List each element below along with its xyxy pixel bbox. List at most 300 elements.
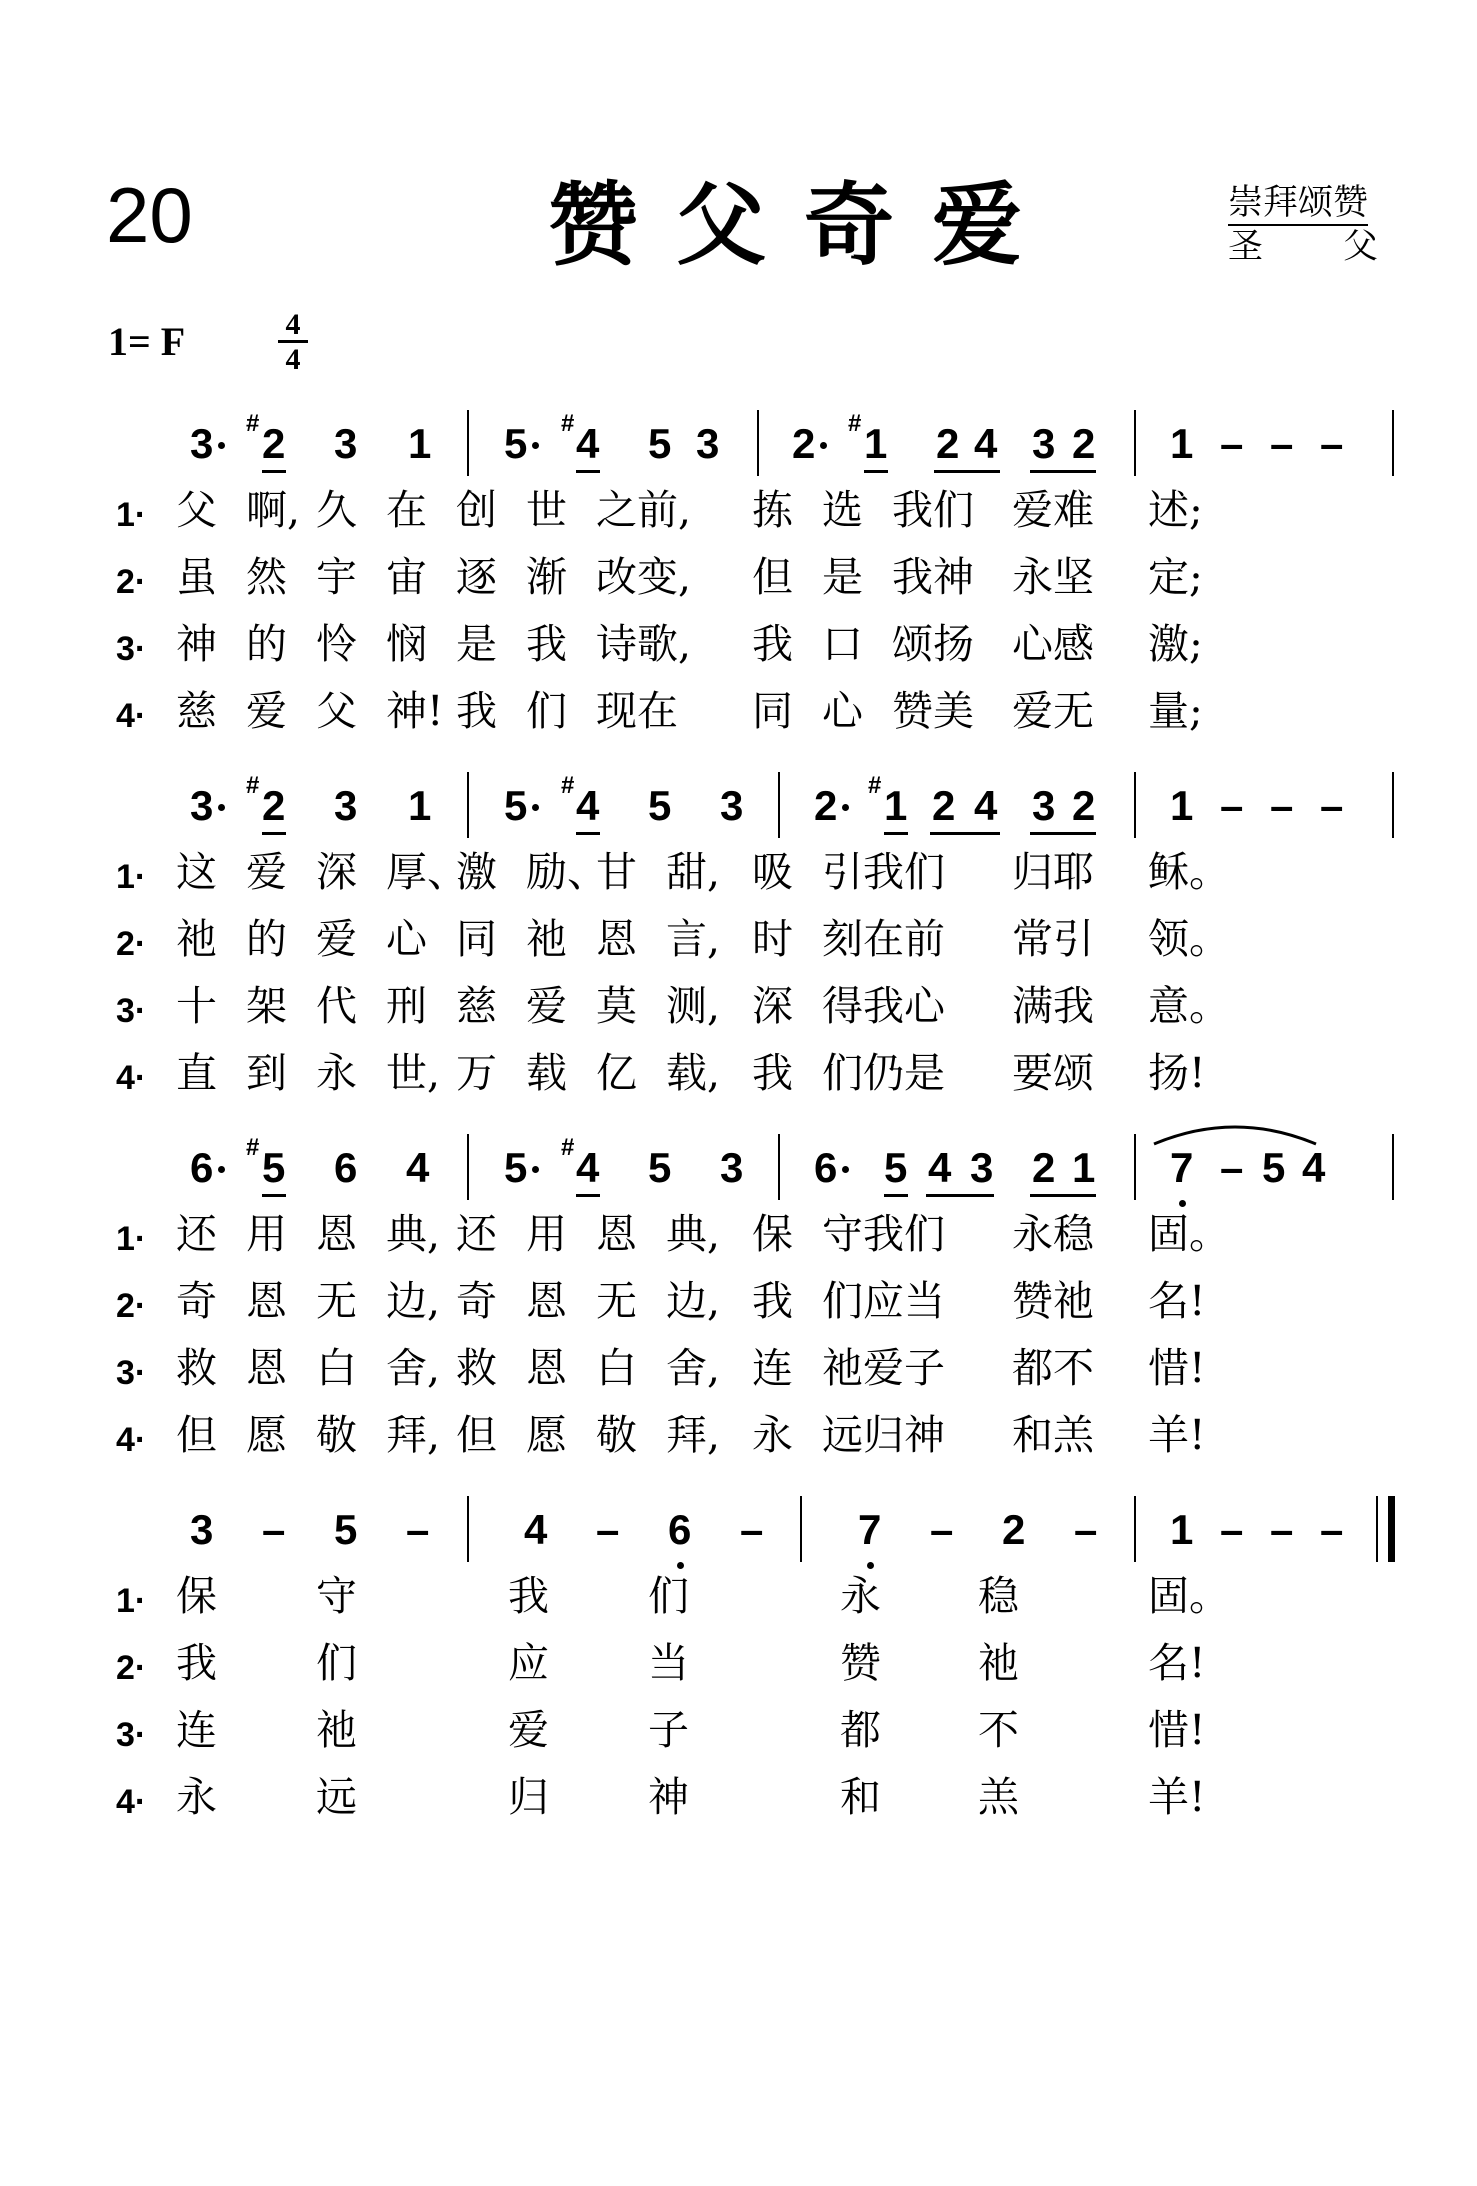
lyric-syllable: 述; xyxy=(1148,486,1203,534)
lyrics-block-1 xyxy=(0,484,1477,752)
lyric-syllable: 愿 xyxy=(246,1411,287,1459)
verse-number: 2· xyxy=(116,1649,147,1687)
verse-line xyxy=(0,1342,1477,1409)
barline xyxy=(1392,410,1394,476)
barline xyxy=(467,1134,469,1200)
lyric-syllable: 量; xyxy=(1148,687,1203,735)
dash: – xyxy=(930,1506,954,1553)
dash: – xyxy=(740,1506,764,1553)
sharp-sign: # xyxy=(868,772,882,799)
notes-row-2 xyxy=(0,772,1477,842)
note: 7 xyxy=(858,1506,882,1553)
lyric-syllable: 固。 xyxy=(1148,1572,1230,1620)
lyric-syllable: 深 xyxy=(752,982,793,1030)
lyric-syllable: 祂 xyxy=(316,1706,357,1754)
lyrics-block-2 xyxy=(0,846,1477,1114)
underline xyxy=(930,832,1000,835)
lyric-syllable: 的 xyxy=(246,915,287,963)
lyric-syllable: 吸 xyxy=(752,848,793,896)
note: 3 xyxy=(190,420,214,467)
barline xyxy=(1392,772,1394,838)
lyric-syllable: 稳 xyxy=(978,1572,1019,1620)
lyric-syllable: 祂 xyxy=(978,1639,1019,1687)
barline xyxy=(467,1496,469,1562)
augmentation-dot xyxy=(218,804,225,811)
verse-number: 2· xyxy=(116,563,147,601)
lyric-syllable: 但 xyxy=(176,1411,217,1459)
notes-row-3 xyxy=(0,1134,1477,1204)
verse-line xyxy=(0,685,1477,752)
barline xyxy=(467,410,469,476)
note: 1 xyxy=(408,782,432,829)
note: 1 xyxy=(408,420,432,467)
lyric-syllable: 奇 xyxy=(456,1277,497,1325)
lyric-syllable: 在 xyxy=(386,486,427,534)
lyric-syllable: 逐 xyxy=(456,553,497,601)
lyric-syllable: 但 xyxy=(456,1411,497,1459)
barline xyxy=(1134,772,1136,838)
final-barline-thick xyxy=(1388,1496,1395,1562)
lyric-syllable: 都不 xyxy=(1012,1344,1094,1392)
verse-line xyxy=(0,980,1477,1047)
lyric-syllable: 诗歌, xyxy=(596,620,692,668)
note: 2 xyxy=(1072,782,1096,829)
lyric-syllable: 和羔 xyxy=(1012,1411,1094,1459)
dash: – xyxy=(1270,1506,1294,1553)
note: 5 xyxy=(1262,1144,1286,1191)
lyric-syllable: 口 xyxy=(822,620,863,668)
lyric-syllable: 言, xyxy=(666,915,721,963)
note: 3 xyxy=(1032,420,1056,467)
note: 1 xyxy=(884,782,908,829)
lyric-syllable: 祂爱子 xyxy=(822,1344,945,1392)
lyric-syllable: 永 xyxy=(316,1049,357,1097)
lyric-syllable: 还 xyxy=(176,1210,217,1258)
lyric-syllable: 恩 xyxy=(526,1277,567,1325)
lyric-syllable: 深 xyxy=(316,848,357,896)
lyric-syllable: 敬 xyxy=(596,1411,637,1459)
note: 5 xyxy=(648,420,672,467)
lyric-syllable: 我 xyxy=(752,620,793,668)
low-octave-dot xyxy=(677,1562,684,1569)
lyric-syllable: 们仍是 xyxy=(822,1049,945,1097)
dash: – xyxy=(1270,782,1294,829)
lyric-syllable: 祂 xyxy=(526,915,567,963)
lyric-syllable: 子 xyxy=(648,1706,689,1754)
lyric-syllable: 父 xyxy=(176,486,217,534)
lyric-syllable: 爱 xyxy=(526,982,567,1030)
lyric-syllable: 选 xyxy=(822,486,863,534)
lyrics-block-3 xyxy=(0,1208,1477,1476)
lyric-syllable: 悯 xyxy=(386,620,427,668)
lyric-syllable: 爱难 xyxy=(1012,486,1094,534)
lyric-syllable: 惜! xyxy=(1148,1706,1206,1754)
lyric-syllable: 甘 xyxy=(596,848,637,896)
note: 4 xyxy=(928,1144,952,1191)
lyric-syllable: 稣。 xyxy=(1148,848,1230,896)
lyric-syllable: 架 xyxy=(246,982,287,1030)
underline xyxy=(576,470,600,473)
lyric-syllable: 万 xyxy=(456,1049,497,1097)
note: 2 xyxy=(1072,420,1096,467)
verse-line xyxy=(0,1275,1477,1342)
lyric-syllable: 永 xyxy=(840,1572,881,1620)
lyric-syllable: 我 xyxy=(456,687,497,735)
note: 3 xyxy=(190,1506,214,1553)
lyric-syllable: 用 xyxy=(526,1210,567,1258)
lyric-syllable: 心 xyxy=(386,915,427,963)
lyric-syllable: 心 xyxy=(822,687,863,735)
note: 3 xyxy=(696,420,720,467)
lyric-syllable: 恩 xyxy=(596,915,637,963)
lyric-syllable: 祂 xyxy=(176,915,217,963)
lyric-syllable: 现在 xyxy=(596,687,678,735)
final-barline-thin xyxy=(1376,1496,1378,1562)
note: 2 xyxy=(262,782,286,829)
barline xyxy=(1134,410,1136,476)
lyric-syllable: 爱无 xyxy=(1012,687,1094,735)
hymn-title: 赞父奇爱 xyxy=(548,172,1060,278)
lyric-syllable: 测, xyxy=(666,982,721,1030)
hymn-category: 崇拜颂赞 xyxy=(1228,186,1368,226)
lyric-syllable: 满我 xyxy=(1012,982,1094,1030)
note: 5 xyxy=(648,1144,672,1191)
note: 2 xyxy=(262,420,286,467)
lyric-syllable: 羔 xyxy=(978,1773,1019,1821)
note: 6 xyxy=(334,1144,358,1191)
notes-row-4 xyxy=(0,1496,1477,1566)
verse-number: 3· xyxy=(116,630,147,668)
note: 1 xyxy=(1072,1144,1096,1191)
verse-line xyxy=(0,913,1477,980)
lyric-syllable: 我神 xyxy=(892,553,974,601)
lyric-syllable: 边, xyxy=(666,1277,721,1325)
note: 3 xyxy=(720,782,744,829)
lyric-syllable: 恩 xyxy=(526,1344,567,1392)
note: 3 xyxy=(334,782,358,829)
lyric-syllable: 颂扬 xyxy=(892,620,974,668)
lyric-syllable: 厚、 xyxy=(386,848,468,896)
lyric-syllable: 恩 xyxy=(316,1210,357,1258)
lyric-syllable: 边, xyxy=(386,1277,441,1325)
note: 1 xyxy=(1170,1506,1194,1553)
lyric-syllable: 爱 xyxy=(246,687,287,735)
lyric-syllable: 愿 xyxy=(526,1411,567,1459)
lyric-syllable: 白 xyxy=(316,1344,357,1392)
lyric-syllable: 励、 xyxy=(526,848,608,896)
lyric-syllable: 我 xyxy=(752,1049,793,1097)
verse-number: 4· xyxy=(116,1421,147,1459)
verse-number: 1· xyxy=(116,858,147,896)
lyric-syllable: 们 xyxy=(316,1639,357,1687)
lyric-syllable: 我 xyxy=(526,620,567,668)
lyric-syllable: 改变, xyxy=(596,553,692,601)
lyric-syllable: 归耶 xyxy=(1012,848,1094,896)
lyric-syllable: 要颂 xyxy=(1012,1049,1094,1097)
lyric-syllable: 赞 xyxy=(840,1639,881,1687)
lyric-syllable: 神 xyxy=(648,1773,689,1821)
note: 5 xyxy=(648,782,672,829)
verse-line xyxy=(0,1208,1477,1275)
hymn-number: 20 xyxy=(106,171,193,259)
lyric-syllable: 永 xyxy=(752,1411,793,1459)
meter-top: 4 xyxy=(285,308,301,341)
lyric-syllable: 载, xyxy=(666,1049,721,1097)
augmentation-dot xyxy=(532,804,539,811)
lyric-syllable: 不 xyxy=(978,1706,1019,1754)
lyric-syllable: 我 xyxy=(752,1277,793,1325)
lyric-syllable: 激 xyxy=(456,848,497,896)
underline xyxy=(934,470,1000,473)
barline xyxy=(467,772,469,838)
lyric-syllable: 然 xyxy=(246,553,287,601)
lyric-syllable: 代 xyxy=(316,982,357,1030)
lyric-syllable: 十 xyxy=(176,982,217,1030)
lyric-syllable: 同 xyxy=(456,915,497,963)
lyric-syllable: 我 xyxy=(176,1639,217,1687)
dash: – xyxy=(1320,782,1344,829)
subject-char-2: 父 xyxy=(1342,227,1378,267)
lyric-syllable: 久 xyxy=(316,486,357,534)
lyric-syllable: 羊! xyxy=(1148,1773,1206,1821)
notes-row-1 xyxy=(0,410,1477,480)
verse-line xyxy=(0,846,1477,913)
verse-number: 3· xyxy=(116,992,147,1030)
lyric-syllable: 常引 xyxy=(1012,915,1094,963)
subject-char-1: 圣 xyxy=(1228,227,1264,267)
note: 4 xyxy=(576,1144,600,1191)
lyric-syllable: 拜, xyxy=(666,1411,721,1459)
hymn-subject xyxy=(1228,227,1378,267)
note: 5 xyxy=(504,420,528,467)
lyric-syllable: 时 xyxy=(752,915,793,963)
note: 3 xyxy=(970,1144,994,1191)
lyric-syllable: 白 xyxy=(596,1344,637,1392)
underline xyxy=(1030,1194,1096,1197)
note: 4 xyxy=(974,420,998,467)
note: 2 xyxy=(932,782,956,829)
lyric-syllable: 守 xyxy=(316,1572,357,1620)
lyric-syllable: 爱 xyxy=(246,848,287,896)
underline xyxy=(576,832,600,835)
note: 6 xyxy=(668,1506,692,1553)
lyric-syllable: 神! xyxy=(386,687,444,735)
barline xyxy=(1134,1134,1136,1200)
note: 5 xyxy=(884,1144,908,1191)
note: 6 xyxy=(814,1144,838,1191)
note: 4 xyxy=(406,1144,430,1191)
lyric-syllable: 当 xyxy=(648,1639,689,1687)
note: 7 xyxy=(1170,1144,1194,1191)
lyric-syllable: 宙 xyxy=(386,553,427,601)
lyric-syllable: 之前, xyxy=(596,486,692,534)
lyric-syllable: 羊! xyxy=(1148,1411,1206,1459)
augmentation-dot xyxy=(218,1166,225,1173)
dash: – xyxy=(262,1506,286,1553)
augmentation-dot xyxy=(532,442,539,449)
verse-line xyxy=(0,1047,1477,1114)
lyric-syllable: 典, xyxy=(386,1210,441,1258)
note: 5 xyxy=(262,1144,286,1191)
underline xyxy=(884,832,908,835)
lyric-syllable: 啊, xyxy=(246,486,301,534)
verse-number: 3· xyxy=(116,1716,147,1754)
sharp-sign: # xyxy=(246,410,260,437)
underline xyxy=(864,470,888,473)
key-signature: 1= F xyxy=(108,319,186,364)
lyric-syllable: 的 xyxy=(246,620,287,668)
lyric-syllable: 远归神 xyxy=(822,1411,945,1459)
time-signature xyxy=(278,310,308,375)
lyric-syllable: 刑 xyxy=(386,982,427,1030)
verse-line xyxy=(0,1771,1477,1838)
note: 1 xyxy=(1170,420,1194,467)
lyric-syllable: 神 xyxy=(176,620,217,668)
verse-line xyxy=(0,1637,1477,1704)
note: 3 xyxy=(720,1144,744,1191)
note: 4 xyxy=(1302,1144,1326,1191)
note: 3 xyxy=(1032,782,1056,829)
lyric-syllable: 无 xyxy=(596,1277,637,1325)
note: 4 xyxy=(576,782,600,829)
lyric-syllable: 爱 xyxy=(316,915,357,963)
lyric-syllable: 怜 xyxy=(316,620,357,668)
dash: – xyxy=(1320,420,1344,467)
lyric-syllable: 我 xyxy=(508,1572,549,1620)
note: 6 xyxy=(190,1144,214,1191)
verse-number: 2· xyxy=(116,925,147,963)
lyric-syllable: 但 xyxy=(752,553,793,601)
note: 5 xyxy=(504,1144,528,1191)
dash: – xyxy=(1220,1144,1244,1191)
lyric-syllable: 赞祂 xyxy=(1012,1277,1094,1325)
lyric-syllable: 连 xyxy=(176,1706,217,1754)
lyric-syllable: 用 xyxy=(246,1210,287,1258)
verse-number: 4· xyxy=(116,1783,147,1821)
lyric-syllable: 亿 xyxy=(596,1049,637,1097)
barline xyxy=(1392,1134,1394,1200)
dash: – xyxy=(1320,1506,1344,1553)
lyric-syllable: 舍, xyxy=(666,1344,721,1392)
barline xyxy=(1134,1496,1136,1562)
underline xyxy=(262,470,286,473)
lyric-syllable: 扬! xyxy=(1148,1049,1206,1097)
lyric-syllable: 这 xyxy=(176,848,217,896)
lyric-syllable: 拣 xyxy=(752,486,793,534)
meter-bottom: 4 xyxy=(278,340,308,375)
lyric-syllable: 保 xyxy=(752,1210,793,1258)
note: 2 xyxy=(1032,1144,1056,1191)
lyric-syllable: 我们 xyxy=(892,486,974,534)
lyric-syllable: 救 xyxy=(176,1344,217,1392)
verse-line xyxy=(0,1704,1477,1771)
barline xyxy=(757,410,759,476)
lyric-syllable: 们应当 xyxy=(822,1277,945,1325)
sharp-sign: # xyxy=(246,772,260,799)
lyric-syllable: 典, xyxy=(666,1210,721,1258)
lyric-syllable: 还 xyxy=(456,1210,497,1258)
sharp-sign: # xyxy=(246,1134,260,1161)
verse-number: 4· xyxy=(116,1059,147,1097)
lyric-syllable: 守我们 xyxy=(822,1210,945,1258)
lyric-syllable: 赞美 xyxy=(892,687,974,735)
lyric-syllable: 宇 xyxy=(316,553,357,601)
lyric-syllable: 无 xyxy=(316,1277,357,1325)
verse-line xyxy=(0,551,1477,618)
lyric-syllable: 莫 xyxy=(596,982,637,1030)
note: 2 xyxy=(1002,1506,1026,1553)
lyric-syllable: 是 xyxy=(822,553,863,601)
underline xyxy=(1030,832,1096,835)
note: 2 xyxy=(936,420,960,467)
dash: – xyxy=(1074,1506,1098,1553)
underline xyxy=(576,1194,600,1197)
underline xyxy=(262,832,286,835)
augmentation-dot xyxy=(218,442,225,449)
lyric-syllable: 得我心 xyxy=(822,982,945,1030)
lyric-syllable: 载 xyxy=(526,1049,567,1097)
note: 3 xyxy=(334,420,358,467)
verse-number: 1· xyxy=(116,1582,147,1620)
dash: – xyxy=(1220,420,1244,467)
underline xyxy=(262,1194,286,1197)
sharp-sign: # xyxy=(848,410,862,437)
sharp-sign: # xyxy=(561,1134,575,1161)
augmentation-dot xyxy=(820,442,827,449)
lyric-syllable: 是 xyxy=(456,620,497,668)
verse-number: 4· xyxy=(116,697,147,735)
lyric-syllable: 意。 xyxy=(1148,982,1230,1030)
underline xyxy=(1030,470,1096,473)
note: 5 xyxy=(334,1506,358,1553)
lyric-syllable: 世 xyxy=(526,486,567,534)
verse-line xyxy=(0,618,1477,685)
sharp-sign: # xyxy=(561,410,575,437)
lyric-syllable: 恩 xyxy=(246,1277,287,1325)
lyric-syllable: 惜! xyxy=(1148,1344,1206,1392)
lyric-syllable: 奇 xyxy=(176,1277,217,1325)
note: 1 xyxy=(1170,782,1194,829)
lyrics-block-4 xyxy=(0,1570,1477,1838)
verse-number: 2· xyxy=(116,1287,147,1325)
lyric-syllable: 甜, xyxy=(666,848,721,896)
note: 4 xyxy=(974,782,998,829)
lyric-syllable: 归 xyxy=(508,1773,549,1821)
lyric-syllable: 们 xyxy=(648,1572,689,1620)
lyric-syllable: 救 xyxy=(456,1344,497,1392)
underline xyxy=(926,1194,994,1197)
lyric-syllable: 虽 xyxy=(176,553,217,601)
lyric-syllable: 恩 xyxy=(596,1210,637,1258)
augmentation-dot xyxy=(532,1166,539,1173)
lyric-syllable: 固。 xyxy=(1148,1210,1230,1258)
note: 4 xyxy=(524,1506,548,1553)
lyric-syllable: 永稳 xyxy=(1012,1210,1094,1258)
lyric-syllable: 和 xyxy=(840,1773,881,1821)
verse-line xyxy=(0,484,1477,551)
lyric-syllable: 到 xyxy=(246,1049,287,1097)
augmentation-dot xyxy=(842,1166,849,1173)
verse-number: 1· xyxy=(116,1220,147,1258)
lyric-syllable: 渐 xyxy=(526,553,567,601)
barline xyxy=(778,1134,780,1200)
note: 3 xyxy=(190,782,214,829)
note: 1 xyxy=(864,420,888,467)
lyric-syllable: 连 xyxy=(752,1344,793,1392)
lyric-syllable: 激; xyxy=(1148,620,1203,668)
dash: – xyxy=(1270,420,1294,467)
sharp-sign: # xyxy=(561,772,575,799)
